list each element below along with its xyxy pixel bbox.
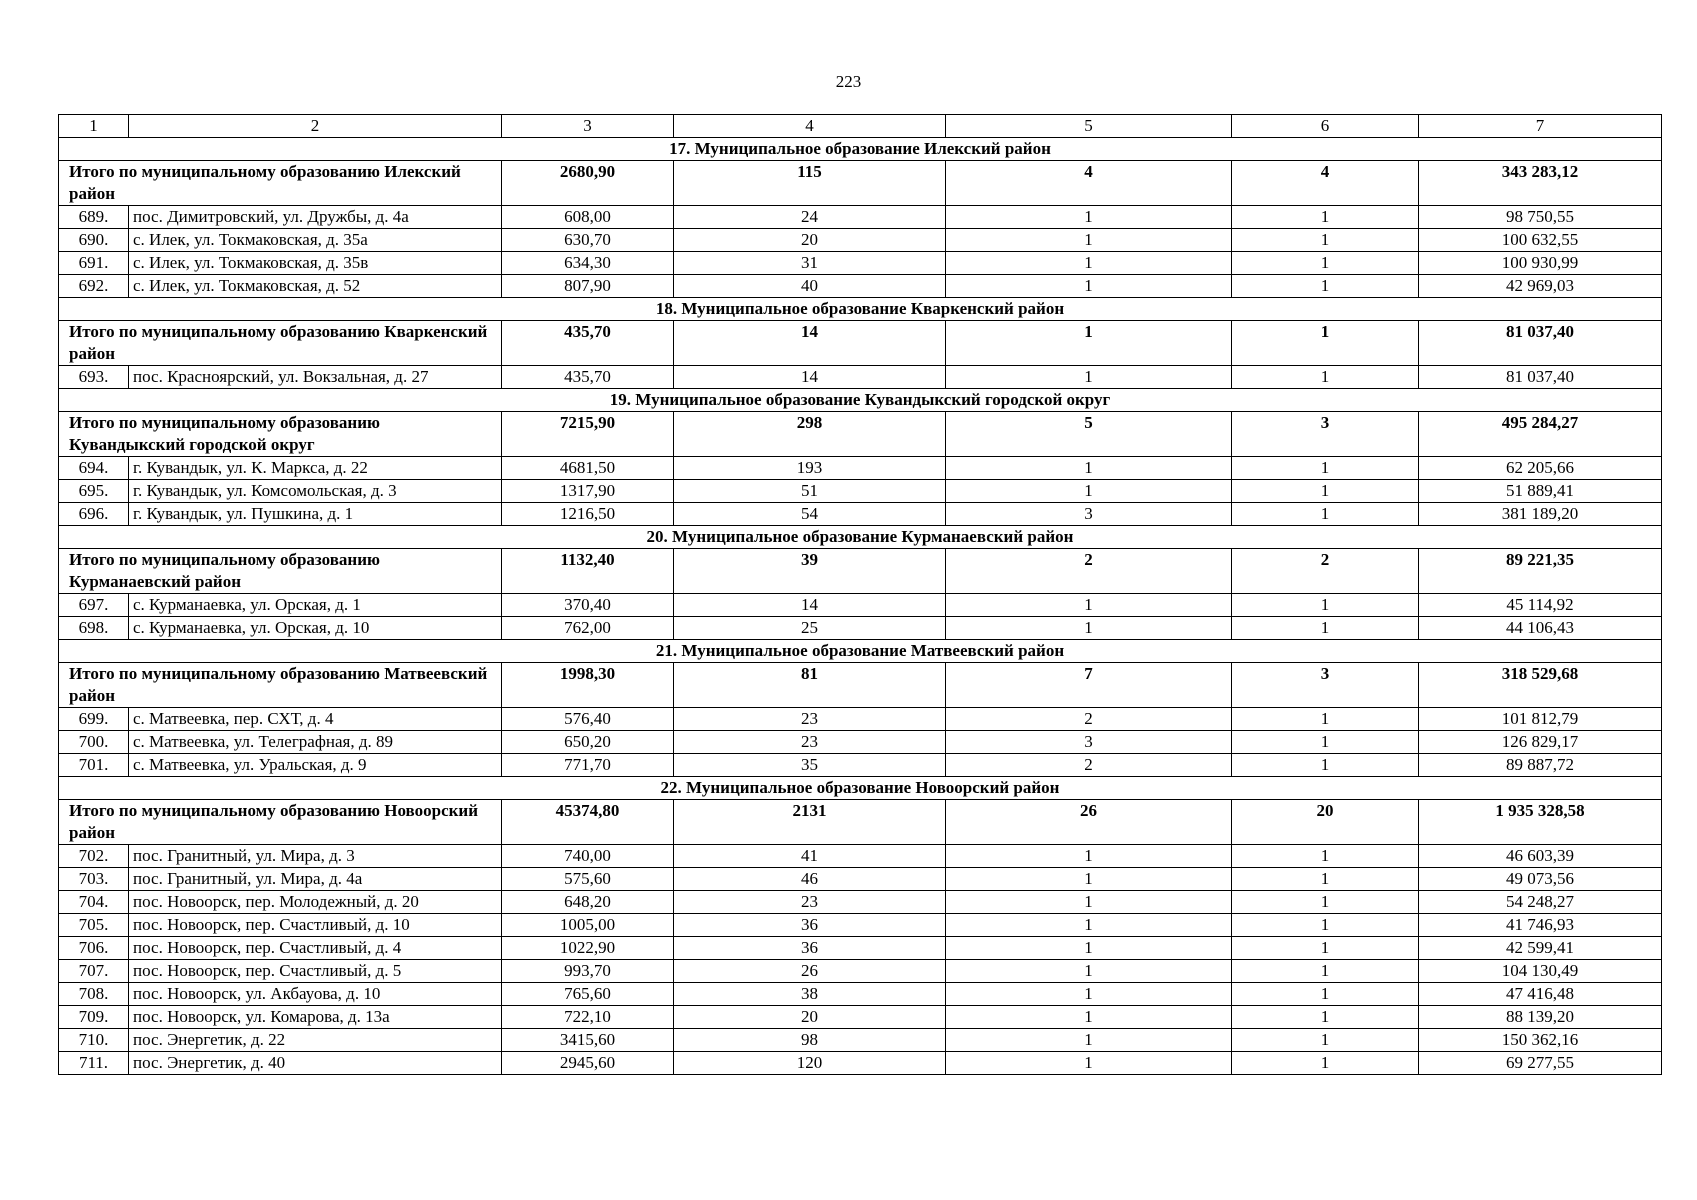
row-residents: 40 — [674, 275, 946, 298]
row-address: пос. Гранитный, ул. Мира, д. 4а — [129, 868, 502, 891]
column-header: 2 — [129, 115, 502, 138]
column-header: 6 — [1232, 115, 1419, 138]
row-cost: 44 106,43 — [1419, 617, 1662, 640]
table-row — [59, 914, 1662, 937]
row-col5: 1 — [946, 937, 1232, 960]
table-row — [59, 891, 1662, 914]
section-title: 20. Муниципальное образование Курманаевский район — [59, 526, 1662, 549]
section-title-row — [59, 640, 1662, 663]
row-cost: 42 969,03 — [1419, 275, 1662, 298]
row-area: 2945,60 — [502, 1052, 674, 1075]
row-residents: 36 — [674, 937, 946, 960]
row-col5: 1 — [946, 480, 1232, 503]
row-col5: 1 — [946, 891, 1232, 914]
row-residents: 14 — [674, 594, 946, 617]
row-col6: 1 — [1232, 366, 1419, 389]
row-col5: 1 — [946, 914, 1232, 937]
row-number: 701. — [59, 754, 129, 777]
row-area: 722,10 — [502, 1006, 674, 1029]
total-cost: 1 935 328,58 — [1419, 800, 1662, 845]
row-col5: 1 — [946, 617, 1232, 640]
table-row — [59, 754, 1662, 777]
section-total-row — [59, 800, 1662, 845]
total-cost: 343 283,12 — [1419, 161, 1662, 206]
row-cost: 42 599,41 — [1419, 937, 1662, 960]
row-address: с. Курманаевка, ул. Орская, д. 10 — [129, 617, 502, 640]
row-residents: 54 — [674, 503, 946, 526]
total-residents: 14 — [674, 321, 946, 366]
row-area: 765,60 — [502, 983, 674, 1006]
row-col5: 3 — [946, 503, 1232, 526]
row-col5: 2 — [946, 754, 1232, 777]
total-label: Итого по муниципальному образованию Илекский район — [59, 161, 502, 206]
row-address: с. Илек, ул. Токмаковская, д. 52 — [129, 275, 502, 298]
row-col6: 1 — [1232, 960, 1419, 983]
row-col5: 1 — [946, 457, 1232, 480]
row-address: пос. Новоорск, пер. Счастливый, д. 4 — [129, 937, 502, 960]
total-label: Итого по муниципальному образованию Новоорский район — [59, 800, 502, 845]
row-area: 807,90 — [502, 275, 674, 298]
row-residents: 20 — [674, 1006, 946, 1029]
row-address: пос. Новоорск, пер. Молодежный, д. 20 — [129, 891, 502, 914]
row-address: пос. Новоорск, пер. Счастливый, д. 10 — [129, 914, 502, 937]
section-title-row — [59, 526, 1662, 549]
row-col6: 1 — [1232, 480, 1419, 503]
section-title: 22. Муниципальное образование Новоорский район — [59, 777, 1662, 800]
row-address: пос. Новоорск, ул. Акбауова, д. 10 — [129, 983, 502, 1006]
row-cost: 49 073,56 — [1419, 868, 1662, 891]
row-residents: 36 — [674, 914, 946, 937]
row-col5: 1 — [946, 960, 1232, 983]
row-address: пос. Красноярский, ул. Вокзальная, д. 27 — [129, 366, 502, 389]
total-label: Итого по муниципальному образованию Кувандыкский городской округ — [59, 412, 502, 457]
total-cost: 89 221,35 — [1419, 549, 1662, 594]
section-title-row — [59, 138, 1662, 161]
row-address: с. Матвеевка, пер. СХТ, д. 4 — [129, 708, 502, 731]
row-residents: 38 — [674, 983, 946, 1006]
row-area: 4681,50 — [502, 457, 674, 480]
row-area: 435,70 — [502, 366, 674, 389]
row-cost: 104 130,49 — [1419, 960, 1662, 983]
row-area: 608,00 — [502, 206, 674, 229]
row-address: пос. Энергетик, д. 40 — [129, 1052, 502, 1075]
row-number: 704. — [59, 891, 129, 914]
row-col6: 1 — [1232, 206, 1419, 229]
row-address: пос. Энергетик, д. 22 — [129, 1029, 502, 1052]
row-number: 694. — [59, 457, 129, 480]
row-number: 710. — [59, 1029, 129, 1052]
column-header-row — [59, 115, 1662, 138]
column-header: 7 — [1419, 115, 1662, 138]
row-address: г. Кувандык, ул. К. Маркса, д. 22 — [129, 457, 502, 480]
row-cost: 100 930,99 — [1419, 252, 1662, 275]
row-number: 706. — [59, 937, 129, 960]
row-col6: 1 — [1232, 708, 1419, 731]
row-col6: 1 — [1232, 252, 1419, 275]
table-row — [59, 960, 1662, 983]
row-address: пос. Новоорск, пер. Счастливый, д. 5 — [129, 960, 502, 983]
row-area: 630,70 — [502, 229, 674, 252]
table-row — [59, 845, 1662, 868]
row-residents: 24 — [674, 206, 946, 229]
total-residents: 298 — [674, 412, 946, 457]
row-address: с. Курманаевка, ул. Орская, д. 1 — [129, 594, 502, 617]
row-col5: 3 — [946, 731, 1232, 754]
row-col5: 2 — [946, 708, 1232, 731]
row-col5: 1 — [946, 206, 1232, 229]
row-col5: 1 — [946, 275, 1232, 298]
row-cost: 47 416,48 — [1419, 983, 1662, 1006]
section-total-row — [59, 161, 1662, 206]
section-total-row — [59, 321, 1662, 366]
row-residents: 120 — [674, 1052, 946, 1075]
row-col5: 1 — [946, 868, 1232, 891]
row-area: 648,20 — [502, 891, 674, 914]
row-area: 370,40 — [502, 594, 674, 617]
row-number: 690. — [59, 229, 129, 252]
row-residents: 46 — [674, 868, 946, 891]
row-residents: 20 — [674, 229, 946, 252]
table-row — [59, 731, 1662, 754]
row-cost: 62 205,66 — [1419, 457, 1662, 480]
row-col6: 1 — [1232, 891, 1419, 914]
total-col6: 20 — [1232, 800, 1419, 845]
row-col5: 1 — [946, 1029, 1232, 1052]
row-col6: 1 — [1232, 503, 1419, 526]
section-total-row — [59, 663, 1662, 708]
row-col6: 1 — [1232, 594, 1419, 617]
row-cost: 69 277,55 — [1419, 1052, 1662, 1075]
row-cost: 89 887,72 — [1419, 754, 1662, 777]
row-cost: 126 829,17 — [1419, 731, 1662, 754]
row-col6: 1 — [1232, 754, 1419, 777]
row-col5: 1 — [946, 229, 1232, 252]
row-number: 708. — [59, 983, 129, 1006]
page-number: 223 — [835, 72, 862, 91]
row-residents: 51 — [674, 480, 946, 503]
row-cost: 150 362,16 — [1419, 1029, 1662, 1052]
total-residents: 115 — [674, 161, 946, 206]
row-address: г. Кувандык, ул. Комсомольская, д. 3 — [129, 480, 502, 503]
total-cost: 495 284,27 — [1419, 412, 1662, 457]
total-area: 435,70 — [502, 321, 674, 366]
row-col5: 1 — [946, 252, 1232, 275]
row-area: 993,70 — [502, 960, 674, 983]
table-row — [59, 1029, 1662, 1052]
table-row — [59, 1052, 1662, 1075]
row-area: 762,00 — [502, 617, 674, 640]
row-col6: 1 — [1232, 914, 1419, 937]
total-label: Итого по муниципальному образованию Матвеевский район — [59, 663, 502, 708]
total-residents: 39 — [674, 549, 946, 594]
total-col5: 5 — [946, 412, 1232, 457]
row-area: 1005,00 — [502, 914, 674, 937]
row-col5: 1 — [946, 594, 1232, 617]
row-number: 707. — [59, 960, 129, 983]
row-cost: 54 248,27 — [1419, 891, 1662, 914]
row-area: 575,60 — [502, 868, 674, 891]
column-header: 5 — [946, 115, 1232, 138]
table-row — [59, 594, 1662, 617]
row-number: 693. — [59, 366, 129, 389]
total-cost: 318 529,68 — [1419, 663, 1662, 708]
row-number: 689. — [59, 206, 129, 229]
row-col6: 1 — [1232, 983, 1419, 1006]
row-area: 1022,90 — [502, 937, 674, 960]
total-area: 1132,40 — [502, 549, 674, 594]
total-area: 7215,90 — [502, 412, 674, 457]
row-number: 698. — [59, 617, 129, 640]
total-label: Итого по муниципальному образованию Курманаевский район — [59, 549, 502, 594]
row-residents: 31 — [674, 252, 946, 275]
row-col5: 1 — [946, 1006, 1232, 1029]
row-address: с. Илек, ул. Токмаковская, д. 35а — [129, 229, 502, 252]
row-area: 634,30 — [502, 252, 674, 275]
table-row — [59, 229, 1662, 252]
total-cost: 81 037,40 — [1419, 321, 1662, 366]
total-col5: 2 — [946, 549, 1232, 594]
row-residents: 23 — [674, 731, 946, 754]
registry-table-body — [59, 115, 1662, 1075]
total-col6: 3 — [1232, 412, 1419, 457]
total-col6: 3 — [1232, 663, 1419, 708]
row-number: 709. — [59, 1006, 129, 1029]
table-row — [59, 868, 1662, 891]
row-address: с. Матвеевка, ул. Уральская, д. 9 — [129, 754, 502, 777]
row-col6: 1 — [1232, 731, 1419, 754]
row-residents: 35 — [674, 754, 946, 777]
column-header: 1 — [59, 115, 129, 138]
row-col6: 1 — [1232, 1006, 1419, 1029]
column-header: 4 — [674, 115, 946, 138]
total-area: 45374,80 — [502, 800, 674, 845]
section-total-row — [59, 549, 1662, 594]
row-number: 703. — [59, 868, 129, 891]
row-cost: 51 889,41 — [1419, 480, 1662, 503]
row-area: 3415,60 — [502, 1029, 674, 1052]
total-residents: 81 — [674, 663, 946, 708]
total-label: Итого по муниципальному образованию Кваркенский район — [59, 321, 502, 366]
row-area: 740,00 — [502, 845, 674, 868]
section-title: 17. Муниципальное образование Илекский район — [59, 138, 1662, 161]
row-number: 691. — [59, 252, 129, 275]
total-col6: 2 — [1232, 549, 1419, 594]
table-row — [59, 252, 1662, 275]
row-col6: 1 — [1232, 1029, 1419, 1052]
row-area: 1216,50 — [502, 503, 674, 526]
total-col6: 4 — [1232, 161, 1419, 206]
section-title: 19. Муниципальное образование Кувандыкский городской округ — [59, 389, 1662, 412]
section-title: 21. Муниципальное образование Матвеевский район — [59, 640, 1662, 663]
registry-table — [58, 114, 1662, 1075]
row-area: 1317,90 — [502, 480, 674, 503]
table-row — [59, 617, 1662, 640]
row-cost: 101 812,79 — [1419, 708, 1662, 731]
table-row — [59, 206, 1662, 229]
row-address: г. Кувандык, ул. Пушкина, д. 1 — [129, 503, 502, 526]
row-col5: 1 — [946, 983, 1232, 1006]
row-cost: 88 139,20 — [1419, 1006, 1662, 1029]
total-col5: 4 — [946, 161, 1232, 206]
table-row — [59, 275, 1662, 298]
table-row — [59, 457, 1662, 480]
row-col5: 1 — [946, 845, 1232, 868]
row-cost: 45 114,92 — [1419, 594, 1662, 617]
row-number: 699. — [59, 708, 129, 731]
row-col6: 1 — [1232, 275, 1419, 298]
table-row — [59, 503, 1662, 526]
total-col5: 1 — [946, 321, 1232, 366]
row-address: пос. Димитровский, ул. Дружбы, д. 4а — [129, 206, 502, 229]
row-residents: 98 — [674, 1029, 946, 1052]
total-col6: 1 — [1232, 321, 1419, 366]
table-row — [59, 480, 1662, 503]
row-col6: 1 — [1232, 457, 1419, 480]
section-title-row — [59, 389, 1662, 412]
row-col6: 1 — [1232, 229, 1419, 252]
row-number: 697. — [59, 594, 129, 617]
row-cost: 381 189,20 — [1419, 503, 1662, 526]
row-number: 692. — [59, 275, 129, 298]
table-row — [59, 708, 1662, 731]
total-col5: 7 — [946, 663, 1232, 708]
row-area: 576,40 — [502, 708, 674, 731]
row-number: 702. — [59, 845, 129, 868]
section-title: 18. Муниципальное образование Кваркенский район — [59, 298, 1662, 321]
row-residents: 41 — [674, 845, 946, 868]
total-col5: 26 — [946, 800, 1232, 845]
table-row — [59, 366, 1662, 389]
row-col5: 1 — [946, 366, 1232, 389]
table-row — [59, 983, 1662, 1006]
row-col6: 1 — [1232, 845, 1419, 868]
row-residents: 25 — [674, 617, 946, 640]
total-residents: 2131 — [674, 800, 946, 845]
row-cost: 41 746,93 — [1419, 914, 1662, 937]
row-col6: 1 — [1232, 617, 1419, 640]
row-cost: 81 037,40 — [1419, 366, 1662, 389]
total-area: 2680,90 — [502, 161, 674, 206]
total-area: 1998,30 — [502, 663, 674, 708]
row-residents: 23 — [674, 708, 946, 731]
row-number: 711. — [59, 1052, 129, 1075]
row-address: пос. Новоорск, ул. Комарова, д. 13а — [129, 1006, 502, 1029]
section-total-row — [59, 412, 1662, 457]
row-col6: 1 — [1232, 1052, 1419, 1075]
row-col5: 1 — [946, 1052, 1232, 1075]
table-row — [59, 937, 1662, 960]
row-area: 771,70 — [502, 754, 674, 777]
row-col6: 1 — [1232, 868, 1419, 891]
row-address: пос. Гранитный, ул. Мира, д. 3 — [129, 845, 502, 868]
row-residents: 14 — [674, 366, 946, 389]
row-area: 650,20 — [502, 731, 674, 754]
row-residents: 26 — [674, 960, 946, 983]
row-col6: 1 — [1232, 937, 1419, 960]
row-number: 695. — [59, 480, 129, 503]
row-residents: 193 — [674, 457, 946, 480]
section-title-row — [59, 777, 1662, 800]
row-cost: 100 632,55 — [1419, 229, 1662, 252]
row-residents: 23 — [674, 891, 946, 914]
row-number: 705. — [59, 914, 129, 937]
row-cost: 46 603,39 — [1419, 845, 1662, 868]
row-number: 700. — [59, 731, 129, 754]
row-address: с. Илек, ул. Токмаковская, д. 35в — [129, 252, 502, 275]
table-row — [59, 1006, 1662, 1029]
column-header: 3 — [502, 115, 674, 138]
section-title-row — [59, 298, 1662, 321]
row-number: 696. — [59, 503, 129, 526]
row-cost: 98 750,55 — [1419, 206, 1662, 229]
row-address: с. Матвеевка, ул. Телеграфная, д. 89 — [129, 731, 502, 754]
